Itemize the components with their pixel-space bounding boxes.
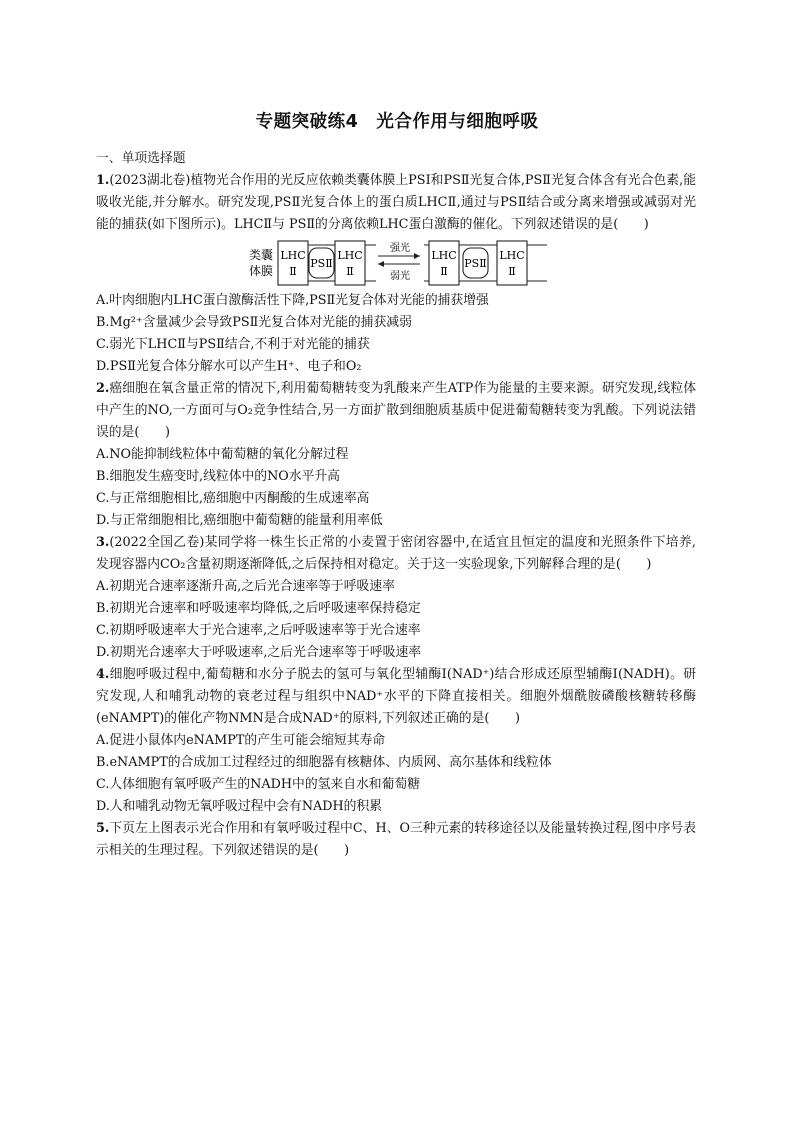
- option-a: A.叶肉细胞内LHC蛋白激酶活性下降,PSⅡ光复合体对光能的捕获增强: [96, 293, 489, 308]
- lhc-box: [429, 241, 459, 285]
- option-d: D.人和哺乳动物无氧呼吸过程中会有NADH的积累: [96, 799, 383, 814]
- strong-light-arrowhead: [414, 253, 420, 259]
- psii-label: PSⅡ: [310, 257, 333, 270]
- weak-light-arrowhead: [378, 261, 384, 267]
- option-c: C.与正常细胞相比,癌细胞中丙酮酸的生成速率高: [96, 491, 370, 506]
- option-b: B.细胞发生癌变时,线粒体中的NO水平升高: [96, 469, 340, 484]
- option-d: D.PSⅡ光复合体分解水可以产生H⁺、电子和O₂: [96, 359, 362, 374]
- lhc-roman: Ⅱ: [346, 265, 354, 278]
- strong-light-label: 强光: [390, 243, 410, 254]
- section-heading: 一、单项选择题: [96, 151, 186, 166]
- option-a: A.初期光合速率逐渐升高,之后光合速率等于呼吸速率: [96, 579, 395, 594]
- question-3: [96, 532, 696, 664]
- option-b: B.初期光合速率和呼吸速率均降低,之后呼吸速率保持稳定: [96, 601, 421, 616]
- question-number: 3.: [96, 535, 110, 550]
- weak-light-label: 弱光: [390, 271, 410, 282]
- lhc-label: LHC: [280, 249, 306, 262]
- option-c: C.弱光下LHCⅡ与PSⅡ结合,不利于对光能的捕获: [96, 337, 370, 352]
- option-a: A.NO能抑制线粒体中葡萄糖的氧化分解过程: [96, 447, 349, 462]
- question-number: 5.: [96, 821, 110, 836]
- lhc-roman: Ⅱ: [289, 265, 297, 278]
- lhc-psii-diagram-svg: [96, 239, 696, 287]
- question-1: [96, 170, 696, 378]
- option-c: C.初期呼吸速率大于光合速率,之后呼吸速率等于光合速率: [96, 623, 421, 638]
- psii-label: PSⅡ: [464, 257, 487, 270]
- question-stem: 细胞呼吸过程中,葡萄糖和水分子脱去的氢可与氧化型辅酶Ⅰ(NAD⁺)结合形成还原型辅酶Ⅰ(NADH)。研究发现,人和哺乳动物的衰老过程与组织中NAD⁺水平的下降直接相关。细胞外烟酰胺磷酸核糖转移酶(eNAMPT)的催化产物NMN是合成NAD⁺的原料,下列叙述正确的是( ): [96, 667, 696, 726]
- option-d: D.与正常细胞相比,癌细胞中葡萄糖的能量利用率低: [96, 513, 383, 528]
- question-number: 1.: [96, 173, 110, 188]
- question-stem: (2022全国乙卷)某同学将一株生长正常的小麦置于密闭容器中,在适宜且恒定的温度和光照条件下培养,发现容器内CO₂含量初期逐渐降低,之后保持相对稳定。关于这一实验现象,下列解释合理的是( ): [96, 535, 696, 572]
- option-b: B.eNAMPT的合成加工过程经过的细胞器有核糖体、内质网、高尔基体和线粒体: [96, 755, 552, 770]
- lhc-psii-diagram: [96, 239, 696, 287]
- question-stem: 癌细胞在氧含量正常的情况下,利用葡萄糖转变为乳酸来产生ATP作为能量的主要来源。研究发现,线粒体中产生的NO,一方面可与O₂竞争性结合,另一方面扩散到细胞质基质中促进葡萄糖转变为乳酸。下列说法错误的是( ): [96, 381, 696, 440]
- question-2: [96, 378, 696, 532]
- membrane-label-1: 类囊: [248, 248, 274, 262]
- option-a: A.促进小鼠体内eNAMPT的产生可能会缩短其寿命: [96, 733, 386, 748]
- question-5: [96, 818, 696, 862]
- option-d: D.初期光合速率大于呼吸速率,之后光合速率等于呼吸速率: [96, 645, 422, 660]
- lhc-label: LHC: [337, 249, 363, 262]
- page-title: 专题突破练4 光合作用与细胞呼吸: [255, 112, 539, 132]
- lhc-box: [497, 241, 527, 285]
- question-stem: (2023湖北卷)植物光合作用的光反应依赖类囊体膜上PSⅠ和PSⅡ光复合体,PSⅡ光复合体含有光合色素,能吸收光能,并分解水。研究发现,PSⅡ光复合体上的蛋白质LHCⅡ,通过与PSⅡ结合或分离来增强或减弱对光能的捕获(如下图所示)。LHCⅡ与 PSⅡ的分离依赖LHC蛋白激酶的催化。下列叙述错误的是( ): [96, 173, 696, 232]
- lhc-box: [335, 241, 365, 285]
- question-number: 4.: [96, 667, 110, 682]
- question-4: [96, 664, 696, 818]
- option-c: C.人体细胞有氧呼吸产生的NADH中的氢来自水和葡萄糖: [96, 777, 420, 792]
- option-b: B.Mg²⁺含量减少会导致PSⅡ光复合体对光能的捕获减弱: [96, 315, 412, 330]
- lhc-box: [278, 241, 308, 285]
- question-number: 2.: [96, 381, 110, 396]
- lhc-roman: Ⅱ: [508, 265, 516, 278]
- membrane-label-2: 体膜: [248, 264, 274, 278]
- question-stem: 下页左上图表示光合作用和有氧呼吸过程中C、H、O三种元素的转移途径以及能量转换过程,图中序号表示相关的生理过程。下列叙述错误的是( ): [96, 821, 696, 858]
- lhc-label: LHC: [431, 249, 457, 262]
- content: [96, 148, 696, 862]
- lhc-roman: Ⅱ: [440, 265, 448, 278]
- lhc-label: LHC: [499, 249, 525, 262]
